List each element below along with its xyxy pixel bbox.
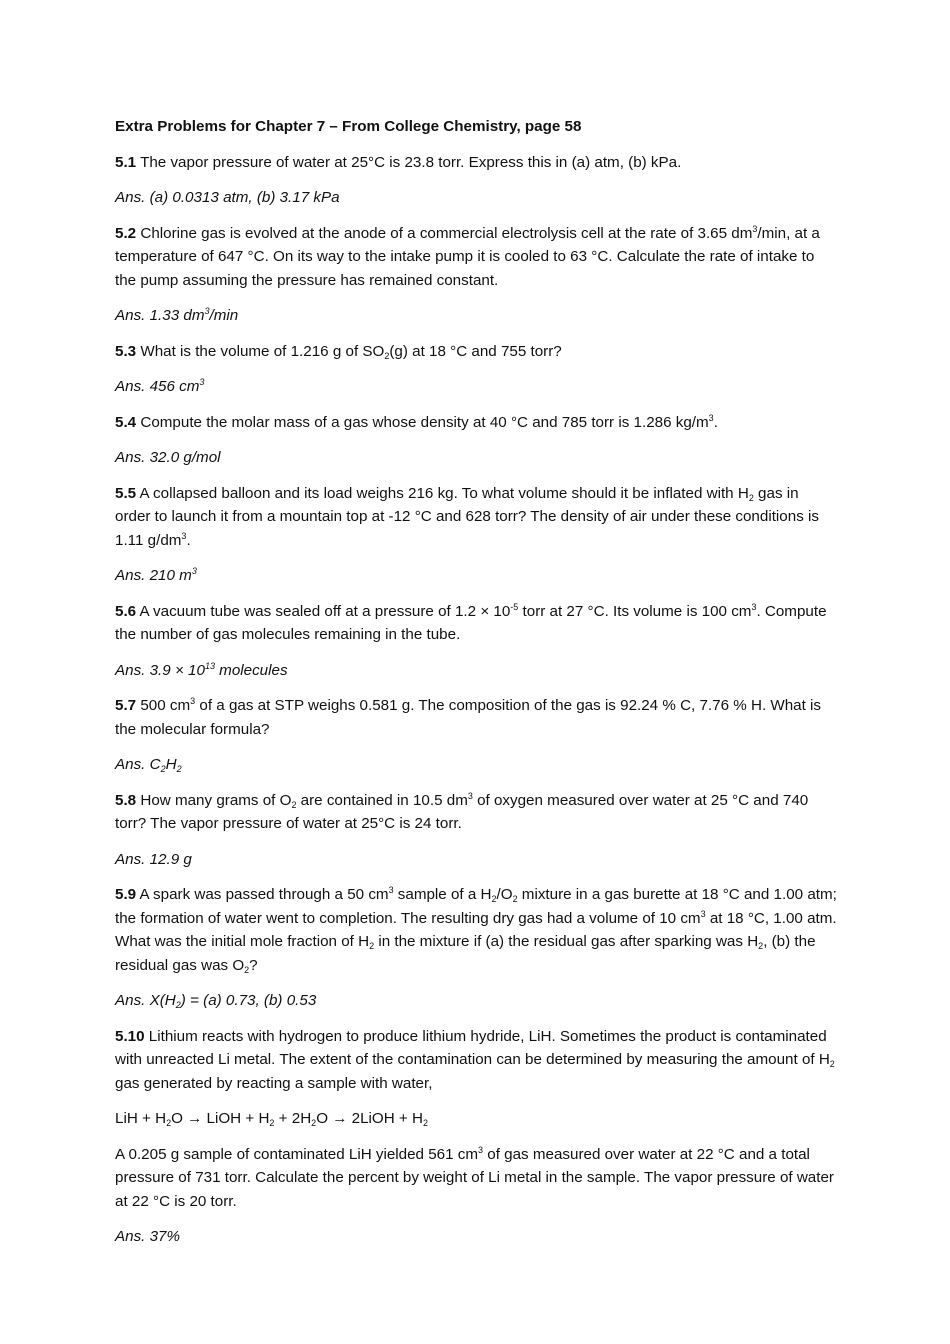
problem-5-1: 5.1 The vapor pressure of water at 25°C is 23.8 torr. Express this in (a) atm, (b) kPa. (115, 153, 682, 171)
problem-5-3: 5.3 What is the volume of 1.216 g of $SO_2(g)$ at 18 °C and 755 torr? (115, 342, 562, 361)
problem-5-9: 5.9 A spark was passed through a 50 $cm^3$ sample of a $H_2/O_2$ mixture in a gas burette at 18 °C and 1.00 atm; the formation of water went to completion. The resulting dry gas had a volume of 10 $cm^3$ at 18 °C, 1.00 atm. What was the initial mole fraction of $H_2$ in the mixture if (a) the residual gas after sparking was $H_2$, (b) the residual gas was $O_2$? (115, 885, 837, 975)
problem-number: 5.7 (115, 697, 137, 714)
answer-5-10: Ans. 37% (115, 1228, 181, 1245)
problem-number: 5.3 (115, 342, 137, 360)
problem-number: 5.5 (115, 484, 137, 502)
problem-5-8: 5.8 How many grams of $O_2$ are contained in 10.5 $dm^3$ of oxygen measured over water at 25 °C and 740 torr? The vapor pressure of water at 25°C is 24 torr. (115, 790, 809, 832)
problem-5-10-continued: A 0.205 g sample of contaminated LiH yielded 561 $cm^3$ of gas measured over water at 22 °C and a total pressure of 731 torr. Calculate the percent by weight of Li metal in the sample. The vapor pressure of water at 22 °C is 20 torr. (115, 1144, 834, 1210)
document-page (115, 115, 837, 1261)
problem-number: 5.6 (115, 602, 137, 620)
problem-5-10: 5.10 Lithium reacts with hydrogen to produce lithium hydride, LiH. Sometimes the product is contaminated with unreacted Li metal. The extent of the contamination can be determined by measuring the amount of $H_2$ gas generated by reacting a sample with water, (115, 1027, 835, 1092)
problem-number: 5.10 (115, 1027, 145, 1045)
answer-5-1: Ans. (a) 0.0313 atm, (b) 3.17 kPa (115, 189, 340, 206)
reaction-equation: LiH + $H_2O$ → LiOH + $H_2 + 2H_2O$ → 2LiOH + $H_2$ (115, 1110, 428, 1128)
problem-number: 5.8 (115, 791, 137, 809)
answer-5-8: Ans. 12.9 g (115, 850, 192, 868)
answer-5-2: Ans. 1.33 $dm^3/\min$ (115, 306, 239, 324)
answer-5-4: Ans. 32.0 g/mol (115, 449, 221, 466)
problem-5-6: 5.6 A vacuum tube was sealed off at a pressure of $1.2 \times 10^{-5}$ torr at 27 °C. Its volume is 100 $cm^3$. Compute the number of gas molecules remaining in the tube. (115, 601, 827, 643)
page-title: Extra Problems for Chapter 7 – From College Chemistry, page 58 (115, 118, 582, 135)
problem-5-2: 5.2 Chlorine gas is evolved at the anode of a commercial electrolysis cell at the rate of 3.65 $dm^3/\min$, at a temperature of 647 °C. On its way to the intake pump it is cooled to 63 °C. Calculate the rate of intake to the pump assuming the pressure has remained constant. (115, 223, 820, 289)
answer-5-3: Ans. 456 $cm^3$ (115, 377, 205, 395)
answer-5-6: Ans. $3.9 \times 10^{13}$ molecules (115, 660, 288, 679)
problem-5-4: 5.4 Compute the molar mass of a gas whose density at 40 °C and 785 torr is 1.286 $kg/m^3$. (115, 412, 718, 431)
answer-5-9: Ans. $X(H_2) = (a)$ 0.73, (b) 0.53 (115, 992, 317, 1010)
problem-number: 5.2 (115, 224, 137, 242)
problem-5-7: 5.7 500 $cm^3$ of a gas at STP weighs 0.581 g. The composition of the gas is 92.24 % C, 7.76 % H. What is the molecular formula? (115, 696, 822, 738)
answer-5-7: Ans. $C_2H_2$ (115, 756, 182, 774)
problem-number: 5.1 (115, 153, 137, 171)
problem-number: 5.4 (115, 413, 137, 431)
answer-5-5: Ans. 210 $m^3$ (115, 566, 197, 584)
problem-5-5: 5.5 A collapsed balloon and its load weighs 216 kg. To what volume should it be inflated with $H_2$ gas in order to launch it from a mountain top at -12 °C and 628 torr? The density of air under these conditions is 1.11 $g/dm^3$. (115, 484, 819, 549)
problem-number: 5.9 (115, 886, 137, 903)
